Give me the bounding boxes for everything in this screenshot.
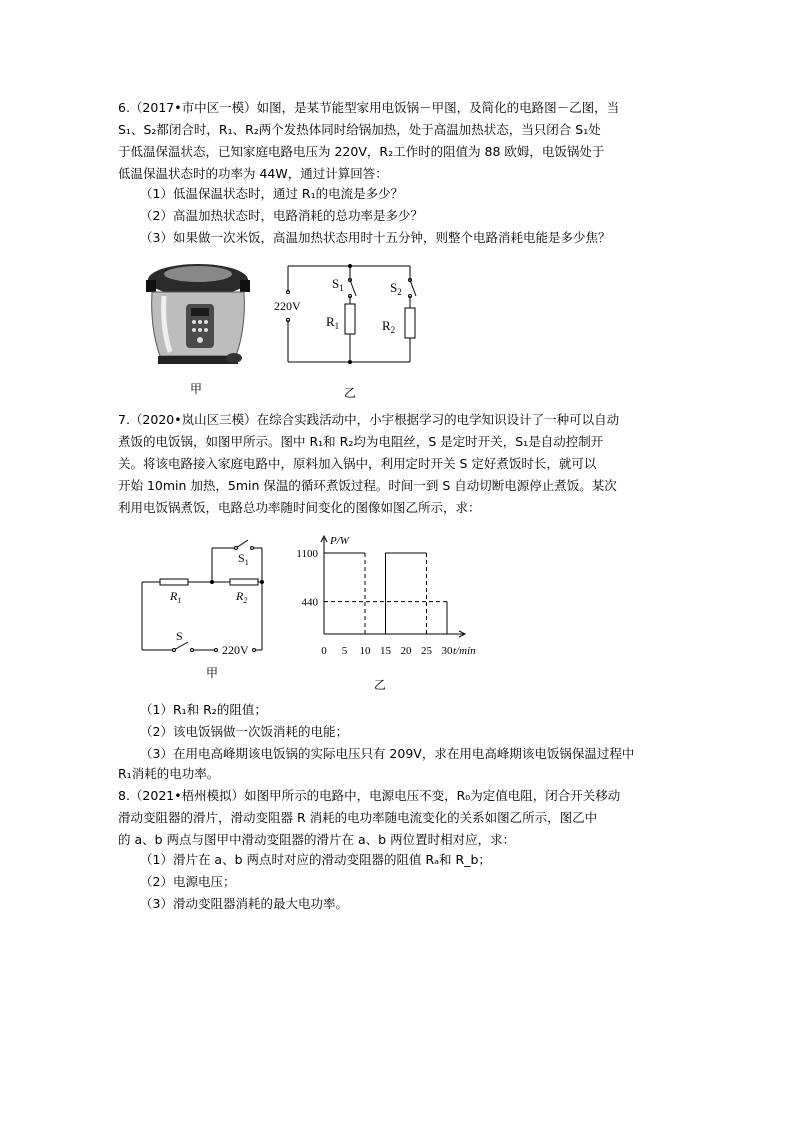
svg-text:R2 [235,589,247,605]
q6-fig-yi-caption: 乙 [344,386,357,400]
q6-line-4: 低温保温状态时的功率为 44W，通过计算回答： [118,166,388,181]
q7-sub-1: （1）R₁和 R₂的阻值； [140,702,267,717]
q6-line-3: 于低温保温状态，已知家庭电路电压为 220V，R₂工作时的阻值为 88 欧姆，电饭锅处于 [118,144,605,159]
q6-r1-label: R [326,314,335,329]
q6-s1-sub: 1 [339,283,344,293]
x-tick-label: 0 [321,645,327,657]
q7-power-time-chart [290,530,500,660]
q6-s2-sub: 2 [397,287,402,297]
q6-r2-resistor [405,308,415,338]
q8-sub-2: （2）电源电压； [140,874,236,889]
svg-text:S1 [332,276,344,293]
q6-r1-resistor [345,304,355,334]
q7-r1-sub: 1 [177,596,182,605]
q7-sub-4: R₁消耗的电功率。 [118,766,220,781]
x-tick-label: 15 [380,645,391,657]
q7-r1-label: R [170,589,178,603]
q7-voltage-label: 220V [222,643,249,657]
q6-circuit-diagram [270,258,430,378]
y-tick-label: 1100 [296,548,318,561]
x-tick-label: 10 [359,645,371,657]
x-tick-label: 20 [400,645,412,657]
svg-text:S2 [390,280,402,297]
q7-circuit-diagram [136,536,286,658]
q8-sub-3: （3）滑动变阻器消耗的最大电功率。 [140,896,348,911]
q7-s1-label: S [238,551,245,565]
q6-line-1: 6.（2017•市中区一模）如图，是某节能型家用电饭锅－甲图，及简化的电路图－乙图，当 [118,100,620,115]
q7-fig-jia-caption: 甲 [206,666,219,680]
q7-fig-yi-caption: 乙 [374,678,387,692]
q6-fig-jia-caption: 甲 [190,382,203,396]
q6-r1-sub: 1 [334,321,340,331]
q6-sub-2: （2）高温加热状态时，电路消耗的总功率是多少？ [140,208,423,223]
x-axis-label: t/min [453,645,476,657]
y-axis-label: P/W [330,535,349,547]
q7-s1-sub: 1 [244,558,249,567]
q7-sub-3: （3）在用电高峰期该电饭锅的实际电压只有 209V，求在用电高峰期该电饭锅保温过程中 [140,746,635,761]
q8-line-1: 8.（2021•梧州模拟）如图甲所示的电路中，电源电压不变，R₀为定值电阻，闭合开关移动 [118,788,621,803]
rice-cooker-image [142,258,254,376]
q8-line-2: 滑动变阻器的滑片，滑动变阻器 R 消耗的电功率随电流变化的关系如图乙所示，图乙中 [118,810,598,825]
y-tick-label: 440 [301,596,318,609]
svg-text:S1 [238,551,249,567]
q7-line-3: 关。将该电路接入家庭电路中，原料加入锅中，利用定时开关 S 定好煮饭时长，就可以 [118,456,597,471]
q7-r1-resistor [160,579,188,585]
q6-sub-1: （1）低温保温状态时，通过 R₁的电流是多少？ [140,186,404,201]
q7-line-4: 开始 10min 加热，5min 保温的循环煮饭过程。时间一到 S 自动切断电源停止煮饭。某次 [118,478,617,493]
x-tick-label: 5 [341,645,348,657]
q7-sub-2: （2）该电饭锅做一次饭消耗的电能； [140,724,348,739]
x-tick-label: 30 [441,645,453,657]
q6-s1-label: S [332,276,340,291]
q6-voltage-label: 220V [274,299,301,313]
q7-r2-sub: 2 [243,596,248,605]
q6-sub-3: （3）如果做一次米饭，高温加热状态用时十五分钟，则整个电路消耗电能是多少焦？ [140,230,611,245]
q7-line-5: 利用电饭锅煮饭，电路总功率随时间变化的图像如图乙所示，求： [118,500,481,515]
q7-line-1: 7.（2020•岚山区三模）在综合实践活动中，小宇根据学习的电学知识设计了一种可以自动 [118,412,620,427]
svg-text:R1 [326,314,339,331]
q7-line-2: 煮饭的电饭锅，如图甲所示。图中 R₁和 R₂均为电阻丝，S 是定时开关，S₁是自动控制开 [118,434,604,449]
q6-r2-sub: 2 [390,325,396,335]
q6-s2-label: S [390,280,398,295]
q6-r2-label: R [382,318,391,333]
q8-sub-1: （1）滑片在 a、b 两点时对应的滑动变阻器的阻值 Rₐ和 R_b； [140,852,491,867]
svg-text:R2 [382,318,395,335]
q6-line-2: S₁、S₂都闭合时，R₁、R₂两个发热体同时给锅加热，处于高温加热状态，当只闭合 S₁处 [118,122,601,137]
q7-r2-resistor [230,579,258,585]
svg-text:R1 [169,589,181,605]
q7-s-label: S [176,629,183,643]
q8-line-3: 的 a、b 两点与图甲中滑动变阻器的滑片在 a、b 两位置时相对应，求： [118,832,516,847]
q7-r2-label: R [236,589,244,603]
x-tick-label: 25 [421,645,432,657]
